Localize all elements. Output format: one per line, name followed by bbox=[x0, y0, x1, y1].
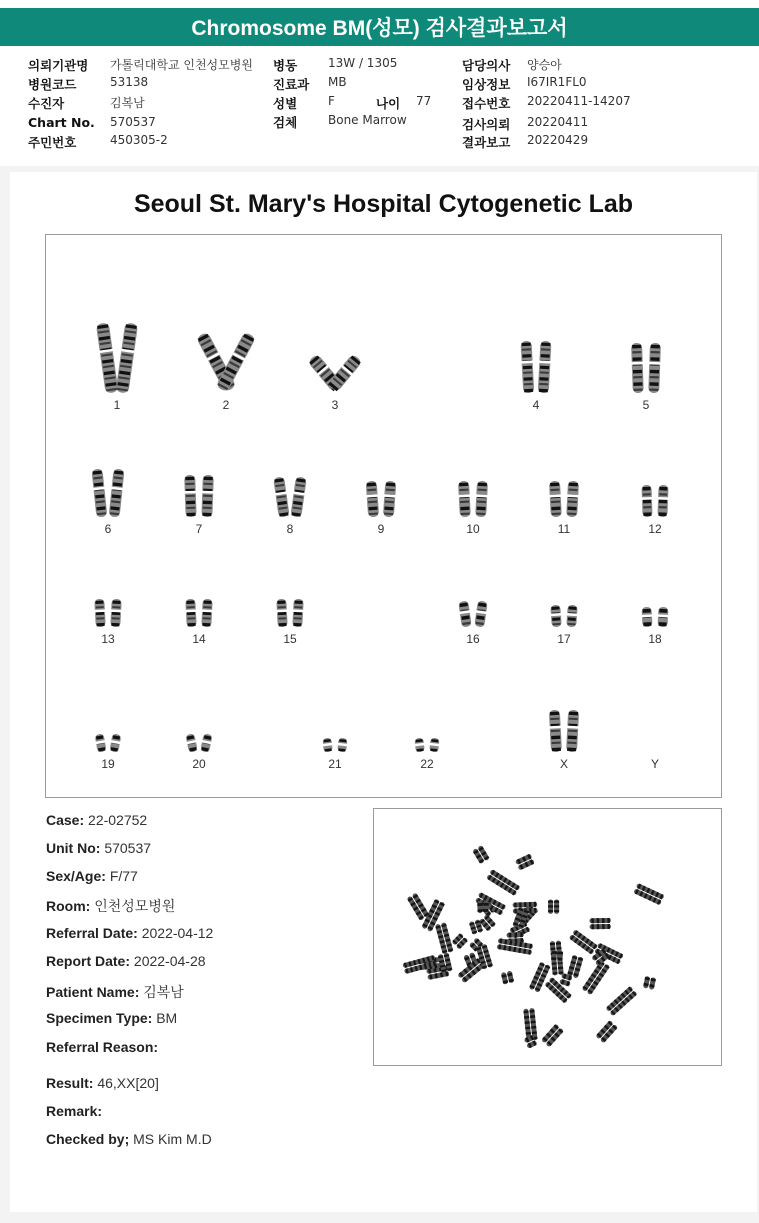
info-value: 20220411 bbox=[527, 115, 589, 129]
unit-no-field: Unit No: 570537 bbox=[46, 840, 152, 856]
chromosome bbox=[108, 469, 125, 518]
chromosome-pair-3 bbox=[307, 353, 363, 412]
metaphase-chromosome bbox=[486, 869, 520, 896]
chromosome bbox=[641, 485, 653, 517]
info-label: 검사의뢰 bbox=[462, 117, 511, 132]
chromosome bbox=[414, 738, 425, 753]
chromosome bbox=[429, 738, 440, 753]
chromosome-label: 14 bbox=[192, 632, 206, 646]
chromosome-pair-14 bbox=[185, 599, 213, 646]
info-value: 20220429 bbox=[527, 133, 589, 147]
info-label: 담당의사 bbox=[462, 58, 511, 73]
chromosome-pair-4 bbox=[520, 341, 552, 412]
remark-field: Remark: bbox=[46, 1103, 103, 1119]
report-header bbox=[0, 8, 759, 46]
chromosome-label: 9 bbox=[377, 522, 385, 536]
chromosome bbox=[566, 605, 579, 628]
chromosome bbox=[457, 481, 471, 518]
info-value: 570537 bbox=[110, 115, 156, 129]
chromosome-label: 5 bbox=[642, 398, 650, 412]
metaphase-chromosome bbox=[595, 1020, 618, 1043]
metaphase-chromosome bbox=[548, 900, 559, 914]
info-value: 13W / 1305 bbox=[328, 56, 398, 70]
chromosome-pair-12 bbox=[641, 485, 669, 536]
chromosome-pair-1 bbox=[95, 322, 138, 412]
chromosome-pair-18 bbox=[641, 607, 669, 646]
karyogram bbox=[45, 234, 722, 798]
metaphase-chromosome bbox=[515, 853, 535, 870]
chromosome bbox=[322, 738, 333, 753]
chromosome-label: 12 bbox=[648, 522, 662, 536]
info-value: 53138 bbox=[110, 75, 149, 89]
chromosome bbox=[290, 476, 307, 517]
info-label: 의뢰기관명 bbox=[28, 58, 89, 73]
info-label: 병원코드 bbox=[28, 77, 77, 92]
metaphase-chromosome bbox=[501, 970, 514, 984]
info-value: 20220411-14207 bbox=[527, 94, 631, 108]
chromosome bbox=[641, 607, 653, 628]
sex-age-field: Sex/Age: F/77 bbox=[46, 868, 138, 884]
chromosome-label: 15 bbox=[283, 632, 297, 646]
chromosome-label: Y bbox=[650, 757, 660, 771]
chromosome bbox=[566, 481, 580, 518]
chromosome-label: 7 bbox=[195, 522, 203, 536]
chromosome-label: X bbox=[559, 757, 569, 771]
chromosome bbox=[273, 476, 290, 517]
metaphase-chromosome bbox=[472, 845, 490, 864]
chromosome bbox=[475, 481, 489, 518]
chromosome bbox=[94, 733, 107, 752]
info-value: F bbox=[328, 94, 335, 108]
chromosome bbox=[185, 733, 199, 753]
chromosome-pair-22 bbox=[414, 738, 440, 771]
chromosome bbox=[115, 322, 139, 393]
metaphase-chromosome bbox=[567, 955, 584, 979]
chromosome bbox=[537, 341, 552, 394]
chromosome-label: 8 bbox=[286, 522, 294, 536]
info-label: 접수번호 bbox=[462, 96, 511, 111]
info-label: 성별 bbox=[273, 96, 298, 111]
chromosome bbox=[109, 733, 122, 752]
lab-title: Seoul St. Mary's Hospital Cytogenetic Lab bbox=[133, 190, 634, 218]
chromosome bbox=[292, 599, 304, 628]
chromosome-label: 3 bbox=[331, 398, 339, 412]
chromosome-label: 17 bbox=[557, 632, 571, 646]
chromosome-pair-Y bbox=[651, 757, 659, 771]
chromosome bbox=[550, 605, 563, 628]
metaphase-chromosome bbox=[605, 986, 637, 1016]
result-field: Result: 46,XX[20] bbox=[46, 1075, 159, 1091]
info-value: 김복남 bbox=[110, 96, 145, 110]
metaphase-chromosome bbox=[541, 1024, 564, 1048]
chromosome bbox=[657, 485, 669, 517]
info-label: 병동 bbox=[273, 58, 298, 73]
chromosome-pair-20 bbox=[185, 733, 213, 771]
metaphase-chromosome bbox=[407, 893, 430, 921]
metaphase-chromosome bbox=[544, 977, 572, 1004]
info-label: 수진자 bbox=[28, 96, 65, 111]
info-label: 주민번호 bbox=[28, 135, 77, 150]
chromosome-pair-6 bbox=[91, 469, 125, 536]
chromosome bbox=[566, 710, 580, 753]
chromosome bbox=[110, 599, 122, 628]
karyotype-report bbox=[10, 172, 757, 1212]
chromosome bbox=[184, 475, 197, 517]
info-value: MB bbox=[328, 75, 347, 89]
chromosome bbox=[365, 481, 379, 518]
chromosome-pair-21 bbox=[322, 738, 348, 771]
chromosome bbox=[200, 733, 214, 753]
checked-by-field: Checked by; MS Kim M.D bbox=[46, 1131, 212, 1147]
metaphase-chromosome bbox=[451, 933, 468, 950]
chromosome bbox=[201, 475, 214, 517]
chromosome-pair-2 bbox=[195, 331, 256, 412]
chromosome bbox=[185, 599, 197, 628]
metaphase-spread bbox=[373, 808, 722, 1066]
chromosome bbox=[337, 738, 348, 753]
case-field: Case: 22-02752 bbox=[46, 812, 148, 828]
chromosome-label: 16 bbox=[466, 632, 480, 646]
chromosome bbox=[657, 607, 669, 628]
metaphase-chromosome bbox=[589, 918, 611, 929]
metaphase-canvas bbox=[374, 809, 721, 1065]
chromosome-label: 19 bbox=[101, 757, 115, 771]
specimen-type-field: Specimen Type: BM bbox=[46, 1010, 178, 1026]
chromosome-label: 13 bbox=[101, 632, 115, 646]
chromosome-label: 21 bbox=[328, 757, 342, 771]
room-field: Room: 인천성모병원 bbox=[46, 898, 176, 914]
info-label: 진료과 bbox=[273, 77, 310, 92]
info-label: 검체 bbox=[273, 115, 298, 130]
chromosome-pair-17 bbox=[550, 605, 579, 646]
chromosome-pair-X bbox=[548, 710, 579, 771]
chromosome bbox=[474, 600, 489, 627]
chromosome-label: 1 bbox=[113, 398, 121, 412]
chromosome-pair-8 bbox=[273, 476, 308, 536]
info-value: 77 bbox=[416, 94, 432, 108]
chromosome bbox=[94, 599, 106, 628]
info-label: 결과보고 bbox=[462, 135, 511, 150]
top-strip bbox=[0, 0, 759, 8]
info-value: I67IR1FL0 bbox=[527, 75, 587, 89]
chromosome-pair-5 bbox=[631, 343, 662, 412]
chromosome bbox=[91, 469, 108, 518]
metaphase-chromosome bbox=[569, 929, 598, 955]
chromosome-label: 22 bbox=[420, 757, 434, 771]
chromosome-pair-9 bbox=[365, 481, 397, 536]
chromosome bbox=[520, 341, 535, 394]
chromosome bbox=[548, 481, 562, 518]
chromosome-pair-11 bbox=[548, 481, 579, 536]
chromosome-pair-10 bbox=[457, 481, 488, 536]
chromosome bbox=[548, 710, 562, 753]
info-label: 나이 bbox=[376, 96, 401, 111]
chromosome-label: 10 bbox=[466, 522, 480, 536]
info-label: 임상정보 bbox=[462, 77, 511, 92]
chromosome bbox=[95, 322, 119, 393]
chromosome-pair-13 bbox=[94, 599, 122, 646]
chromosome bbox=[382, 481, 396, 518]
karyogram-canvas bbox=[46, 235, 721, 797]
info-value: 가톨릭대학교 인천성모병원 bbox=[110, 58, 253, 72]
report-title: Chromosome BM(성모) 검사결과보고서 bbox=[191, 17, 568, 40]
chromosome bbox=[276, 599, 288, 628]
metaphase-chromosome bbox=[529, 962, 551, 993]
chromosome-label: 20 bbox=[192, 757, 206, 771]
info-label: Chart No. bbox=[28, 115, 95, 130]
chromosome-pair-19 bbox=[94, 733, 122, 771]
metaphase-chromosome bbox=[582, 960, 611, 995]
info-value: 양승아 bbox=[527, 58, 562, 72]
chromosome-label: 6 bbox=[104, 522, 112, 536]
chromosome-label: 4 bbox=[532, 398, 540, 412]
report-date-field: Report Date: 2022-04-28 bbox=[46, 953, 206, 969]
info-value: 450305-2 bbox=[110, 133, 168, 147]
chromosome-label: 11 bbox=[557, 522, 571, 536]
chromosome bbox=[201, 599, 213, 628]
patient-info-panel bbox=[0, 46, 759, 166]
metaphase-chromosome bbox=[435, 922, 454, 954]
referral-date-field: Referral Date: 2022-04-12 bbox=[46, 925, 214, 941]
patient-name-field: Patient Name: 김복남 bbox=[46, 984, 184, 1000]
chromosome-label: 18 bbox=[648, 632, 662, 646]
chromosome-pair-15 bbox=[276, 599, 304, 646]
chromosome-label: 2 bbox=[222, 398, 230, 412]
chromosome-pair-16 bbox=[458, 600, 489, 646]
referral-reason-field: Referral Reason: bbox=[46, 1039, 159, 1055]
info-value: Bone Marrow bbox=[328, 113, 407, 127]
chromosome bbox=[648, 343, 662, 393]
chromosome bbox=[631, 343, 645, 393]
chromosome bbox=[458, 600, 473, 627]
metaphase-chromosome bbox=[633, 883, 664, 905]
chromosome-pair-7 bbox=[184, 475, 215, 536]
metaphase-chromosome bbox=[643, 976, 656, 990]
